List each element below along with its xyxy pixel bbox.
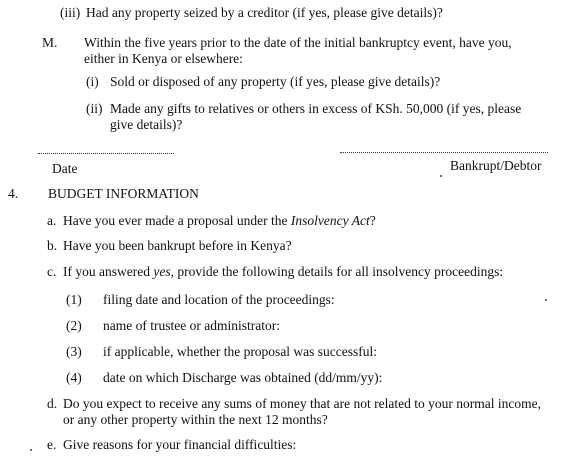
section-m-intro-line1: Within the five years prior to the date of the initial bankruptcy event, have you, (84, 35, 512, 50)
question-e-letter: e. (47, 437, 57, 452)
proceeding-item-number: (3) (66, 344, 82, 359)
item-m-ii-question-line1: Made any gifts to relatives or others in excess of KSh. 50,000 (if yes, please (110, 101, 522, 116)
question-a-letter: a. (47, 213, 57, 228)
scan-speck (440, 175, 442, 177)
item-iii-number: (iii) (60, 5, 81, 20)
question-b-letter: b. (47, 238, 58, 253)
bankrupt-debtor-label: Bankrupt/Debtor (450, 158, 542, 173)
question-b-text: Have you been bankrupt before in Kenya? (63, 238, 292, 253)
proceeding-item-number: (1) (66, 292, 82, 307)
question-a-text: Have you ever made a proposal under the Insolvency Act? (63, 213, 376, 228)
proceeding-item-number: (4) (66, 370, 82, 385)
item-m-i-question: Sold or disposed of any property (if yes, please give details)? (110, 74, 441, 89)
item-m-i-number: (i) (86, 74, 99, 89)
section-4-title: BUDGET INFORMATION (48, 186, 199, 201)
date-signature-line (38, 153, 174, 154)
section-m-intro-line2: either in Kenya or elsewhere: (84, 51, 243, 66)
question-d-line1: Do you expect to receive any sums of money that are not related to your normal income, (63, 396, 541, 411)
item-m-ii-number: (ii) (86, 101, 103, 116)
question-e-text: Give reasons for your financial difficulties: (63, 437, 297, 452)
proceeding-item-text: filing date and location of the proceedings: (103, 292, 335, 307)
item-m-ii-question-line2: give details)? (110, 117, 183, 132)
scan-speck (30, 449, 32, 451)
proceeding-item-text: if applicable, whether the proposal was successful: (103, 344, 378, 359)
proceeding-item-number: (2) (66, 318, 82, 333)
question-c-text: If you answered yes, provide the following details for all insolvency proceedings: (63, 264, 504, 279)
question-c-letter: c. (47, 264, 57, 279)
proceeding-item-text: date on which Discharge was obtained (dd/mm/yy): (103, 370, 383, 385)
scan-speck (545, 299, 547, 301)
question-d-line2: or any other property within the next 12 months? (63, 412, 328, 427)
section-4-number: 4. (8, 186, 19, 201)
date-label: Date (52, 161, 78, 176)
section-m-letter: M. (42, 35, 58, 50)
question-d-letter: d. (47, 396, 58, 411)
debtor-signature-line (340, 152, 548, 153)
item-iii-question: Had any property seized by a creditor (if yes, please give details)? (86, 5, 443, 20)
proceeding-item-text: name of trustee or administrator: (103, 318, 280, 333)
